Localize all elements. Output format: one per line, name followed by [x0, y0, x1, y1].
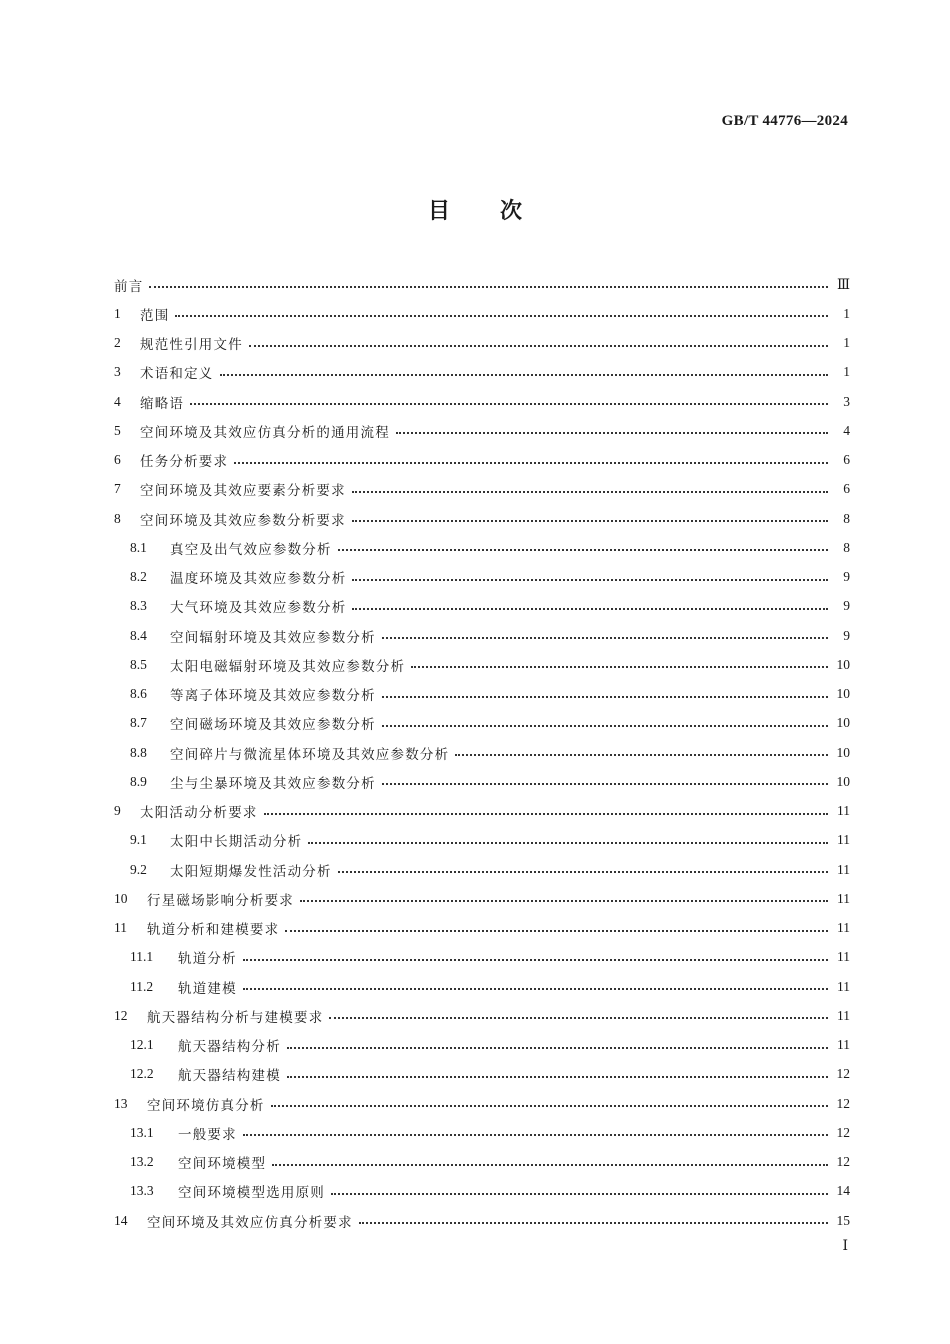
toc-entry[interactable] [114, 563, 850, 592]
toc-entry-title: 行星磁场影响分析要求 [147, 892, 294, 909]
toc-entry[interactable] [114, 884, 850, 913]
toc-entry-title: 真空及出气效应参数分析 [170, 541, 332, 558]
toc-entry-page: 12 [836, 1095, 850, 1111]
toc-entry-page: 10 [836, 744, 850, 760]
toc-entry[interactable] [114, 797, 850, 826]
toc-entry-title: 航天器结构建模 [178, 1068, 281, 1085]
toc-entry-number: 14 [114, 1212, 128, 1228]
toc-entry-number: 11 [114, 920, 127, 936]
toc-entry-page: 9 [843, 627, 850, 643]
toc-dot-leader [149, 285, 828, 288]
toc-entry-title: 太阳电磁辐射环境及其效应参数分析 [170, 658, 406, 675]
toc-entry-page: 9 [843, 598, 850, 614]
toc-dot-leader [396, 431, 828, 434]
toc-entry-page: 1 [843, 305, 850, 321]
toc-entry-number: 8.2 [130, 569, 147, 585]
toc-entry-title: 空间环境模型 [178, 1156, 267, 1173]
toc-entry[interactable] [114, 709, 850, 738]
toc-entry-page: 10 [836, 686, 850, 702]
toc-entry[interactable] [114, 533, 850, 562]
toc-dot-leader [249, 344, 828, 347]
toc-dot-leader [411, 665, 828, 668]
toc-dot-leader [329, 1016, 828, 1019]
toc-entry[interactable] [114, 943, 850, 972]
toc-entry[interactable] [114, 767, 850, 796]
toc-entry-title: 术语和定义 [140, 366, 214, 383]
toc-entry-page: 12 [836, 1066, 850, 1082]
toc-entry[interactable] [114, 1177, 850, 1206]
toc-entry[interactable] [114, 914, 850, 943]
toc-entry-number: 7 [114, 481, 121, 497]
toc-dot-leader [287, 1046, 828, 1049]
toc-entry-page: 10 [836, 715, 850, 731]
toc-entry-number: 12.1 [130, 1037, 154, 1053]
toc-entry-page: 8 [843, 510, 850, 526]
toc-entry-number: 8.7 [130, 715, 147, 731]
toc-entry-title: 尘与尘暴环境及其效应参数分析 [170, 775, 376, 792]
toc-entry-number: 13.2 [130, 1154, 154, 1170]
toc-dot-leader [455, 753, 828, 756]
toc-dot-leader [234, 461, 828, 464]
toc-entry-page: 10 [836, 773, 850, 789]
toc-dot-leader [220, 373, 829, 376]
toc-entry-number: 8.6 [130, 686, 147, 702]
toc-entry-title: 轨道分析 [178, 951, 237, 968]
toc-entry-title: 大气环境及其效应参数分析 [170, 600, 347, 617]
toc-entry-number: 13 [114, 1095, 128, 1111]
toc-entry-title: 太阳活动分析要求 [140, 805, 258, 822]
toc-entry-title: 等离子体环境及其效应参数分析 [170, 688, 376, 705]
toc-entry-title: 航天器结构分析 [178, 1039, 281, 1056]
toc-entry-title: 规范性引用文件 [140, 337, 243, 354]
toc-entry[interactable] [114, 446, 850, 475]
toc-entry-number: 5 [114, 422, 121, 438]
toc-dot-leader [243, 1133, 828, 1136]
toc-entry-number: 3 [114, 364, 121, 380]
toc-entry-title: 太阳中长期活动分析 [170, 834, 303, 851]
toc-entry-number: 8.5 [130, 656, 147, 672]
toc-entry-page: 11 [837, 920, 850, 936]
toc-entry-title: 温度环境及其效应参数分析 [170, 571, 347, 588]
toc-entry-page: 14 [836, 1183, 850, 1199]
toc-dot-leader [287, 1075, 828, 1078]
toc-entry[interactable] [114, 1001, 850, 1030]
toc-entry[interactable] [114, 1089, 850, 1118]
toc-entry-page: 4 [843, 422, 850, 438]
toc-entry[interactable] [114, 1206, 850, 1235]
toc-dot-leader [331, 1192, 828, 1195]
toc-entry-number: 10 [114, 890, 128, 906]
table-of-contents [114, 270, 850, 1235]
toc-entry-number: 6 [114, 452, 121, 468]
toc-entry[interactable] [114, 855, 850, 884]
toc-dot-leader [382, 695, 828, 698]
toc-entry-title: 前言 [114, 278, 144, 295]
toc-entry-page: 6 [843, 452, 850, 468]
toc-entry-page: 12 [836, 1124, 850, 1140]
toc-dot-leader [352, 607, 828, 610]
toc-dot-leader [264, 812, 828, 815]
toc-dot-leader [243, 958, 828, 961]
toc-entry-title: 轨道分析和建模要求 [147, 922, 280, 939]
toc-entry-page: 12 [836, 1154, 850, 1170]
toc-entry-page: 11 [837, 1037, 850, 1053]
toc-entry-number: 8.9 [130, 773, 147, 789]
toc-dot-leader [271, 1104, 828, 1107]
toc-entry-number: 4 [114, 393, 121, 409]
toc-entry-title: 空间辐射环境及其效应参数分析 [170, 629, 376, 646]
toc-entry-page: 8 [843, 539, 850, 555]
toc-entry[interactable] [114, 387, 850, 416]
toc-entry-number: 8 [114, 510, 121, 526]
toc-entry-title: 任务分析要求 [140, 454, 229, 471]
toc-entry-page: 10 [836, 656, 850, 672]
toc-entry-number: 11.1 [130, 949, 154, 965]
toc-entry-number: 8.1 [130, 539, 147, 555]
toc-entry[interactable] [114, 299, 850, 328]
toc-entry[interactable] [114, 592, 850, 621]
toc-entry-page: 1 [843, 364, 850, 380]
toc-entry-number: 9 [114, 803, 121, 819]
toc-entry-number: 8.3 [130, 598, 147, 614]
toc-dot-leader [382, 636, 828, 639]
toc-entry[interactable] [114, 1060, 850, 1089]
toc-title: 目次 [427, 199, 572, 224]
toc-dot-leader [243, 987, 828, 990]
toc-entry[interactable] [114, 621, 850, 650]
toc-entry-title: 缩略语 [140, 395, 185, 412]
toc-entry[interactable] [114, 358, 850, 387]
toc-entry-title: 空间碎片与微流星体环境及其效应参数分析 [170, 746, 450, 763]
toc-entry-title: 空间环境及其效应要素分析要求 [140, 483, 346, 500]
toc-entry-title: 空间环境模型选用原则 [178, 1185, 325, 1202]
toc-entry-title: 范围 [140, 307, 170, 324]
toc-dot-leader [352, 490, 828, 493]
toc-entry-title: 一般要求 [178, 1126, 237, 1143]
toc-entry-title: 空间环境及其效应仿真分析要求 [147, 1214, 353, 1231]
toc-entry[interactable] [114, 416, 850, 445]
toc-dot-leader [338, 870, 828, 873]
toc-entry[interactable] [114, 270, 850, 299]
toc-entry[interactable] [114, 738, 850, 767]
toc-dot-leader [352, 519, 828, 522]
toc-entry-number: 2 [114, 335, 121, 351]
toc-entry-title: 空间环境及其效应参数分析要求 [140, 512, 346, 529]
toc-dot-leader [300, 899, 828, 902]
toc-entry[interactable] [114, 329, 850, 358]
toc-entry-page: 11 [837, 1007, 850, 1023]
toc-entry-page: 11 [837, 832, 850, 848]
toc-dot-leader [175, 314, 828, 317]
toc-dot-leader [308, 841, 828, 844]
toc-entry-title: 太阳短期爆发性活动分析 [170, 863, 332, 880]
toc-entry-number: 8.4 [130, 627, 147, 643]
toc-entry-page: 6 [843, 481, 850, 497]
toc-dot-leader [272, 1163, 828, 1166]
toc-entry-page: 11 [837, 861, 850, 877]
toc-entry-number: 1 [114, 305, 121, 321]
toc-entry[interactable] [114, 826, 850, 855]
toc-entry-title: 轨道建模 [178, 980, 237, 997]
toc-dot-leader [190, 402, 828, 405]
toc-entry-page: 9 [843, 569, 850, 585]
toc-dot-leader [359, 1221, 828, 1224]
toc-entry-number: 8.8 [130, 744, 147, 760]
toc-dot-leader [382, 782, 828, 785]
toc-entry-title: 空间磁场环境及其效应参数分析 [170, 717, 376, 734]
toc-entry[interactable] [114, 504, 850, 533]
toc-entry-page: 11 [837, 890, 850, 906]
toc-entry[interactable] [114, 650, 850, 679]
toc-dot-leader [285, 929, 828, 932]
standard-code: GB/T 44776—2024 [721, 113, 848, 129]
toc-entry-title: 空间环境及其效应仿真分析的通用流程 [140, 424, 390, 441]
toc-dot-leader [338, 548, 828, 551]
toc-entry-number: 13.1 [130, 1124, 154, 1140]
toc-entry-title: 航天器结构分析与建模要求 [147, 1009, 324, 1026]
toc-entry-number: 12.2 [130, 1066, 154, 1082]
toc-entry-title: 空间环境仿真分析 [147, 1097, 265, 1114]
toc-entry-page: 1 [843, 335, 850, 351]
toc-entry[interactable] [114, 1118, 850, 1147]
toc-entry[interactable] [114, 475, 850, 504]
toc-entry[interactable] [114, 972, 850, 1001]
toc-entry-number: 12 [114, 1007, 128, 1023]
toc-entry-number: 11.2 [130, 978, 154, 994]
toc-dot-leader [352, 578, 828, 581]
toc-entry[interactable] [114, 1031, 850, 1060]
toc-entry-page: 15 [836, 1212, 850, 1228]
toc-dot-leader [382, 724, 828, 727]
toc-entry-number: 9.2 [130, 861, 147, 877]
toc-entry-number: 9.1 [130, 832, 147, 848]
toc-entry[interactable] [114, 1148, 850, 1177]
toc-entry-number: 13.3 [130, 1183, 154, 1199]
toc-entry-page: 11 [837, 803, 850, 819]
toc-entry-page: 11 [837, 949, 850, 965]
toc-entry[interactable] [114, 680, 850, 709]
toc-entry-page: 3 [843, 393, 850, 409]
toc-entry-page: 11 [837, 978, 850, 994]
toc-entry-page: Ⅲ [836, 276, 850, 292]
page-number: Ⅰ [842, 1239, 848, 1254]
